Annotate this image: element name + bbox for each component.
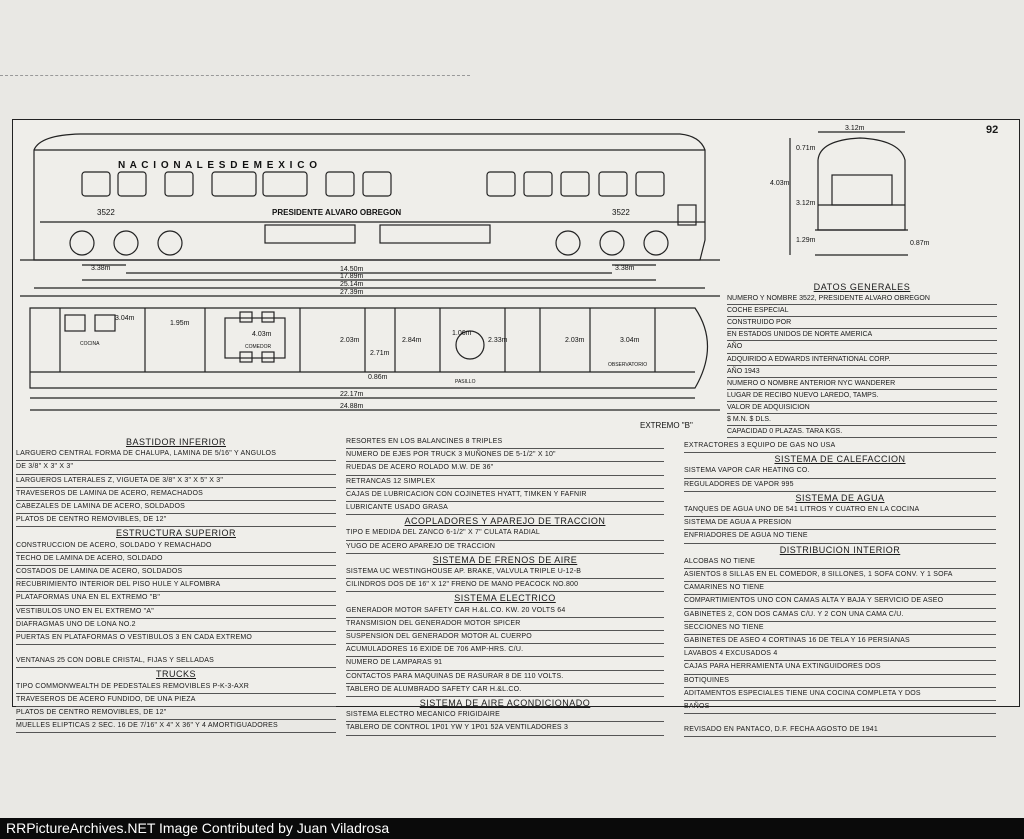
spec-row: EXTRACTORES 3 EQUIPO DE GAS NO USA [684, 440, 996, 453]
end-width: 3.12m [845, 125, 865, 132]
spec-row: RUEDAS DE ACERO ROLADO M.W. DE 36" [346, 462, 664, 475]
spec-row: TANQUES DE AGUA UNO DE 541 LITROS Y CUATRO EN LA COCINA [684, 504, 996, 517]
spec-row: ALCOBAS NO TIENE [684, 556, 996, 569]
column-extractores [684, 440, 996, 737]
spec-row: NUMERO DE EJES POR TRUCK 3 MUÑONES DE 5-1/2" X 10" [346, 449, 664, 462]
spec-row: TRANSMISION DEL GENERADOR MOTOR SPICER [346, 618, 664, 631]
plan-l10: 3.04m [620, 337, 640, 344]
datos-row: AÑO [727, 341, 997, 353]
datos-row: LUGAR DE RECIBO NUEVO LAREDO, TAMPS. [727, 390, 997, 402]
spec-row: LUBRICANTE USADO GRASA [346, 502, 664, 515]
dim-truck-right: 3.38m [615, 265, 635, 272]
spec-row: SUSPENSION DEL GENERADOR MOTOR AL CUERPO [346, 631, 664, 644]
spec-row: LARGUERO CENTRAL FORMA DE CHALUPA, LAMINA DE 5/16" Y ANGULOS [16, 448, 336, 461]
heading-bastidor-inferior: BASTIDOR INFERIOR [125, 437, 226, 447]
wheel [114, 231, 138, 255]
spec-row: TABLERO DE CONTROL 1P01 YW Y 1P01 52A VENTILADORES 3 [346, 722, 664, 735]
heading-frenos: SISTEMA DE FRENOS DE AIRE [432, 554, 578, 565]
spec-row: RESORTES EN LOS BALANCINES 8 TRIPLES [346, 436, 664, 449]
spec-row: DIAFRAGMAS UNO DE LONA NO.2 [16, 619, 336, 632]
spec-row: TRAVESEROS DE LAMINA DE ACERO, REMACHADOS [16, 488, 336, 501]
heading-agua: SISTEMA DE AGUA [795, 492, 885, 503]
spec-row: PUERTAS EN PLATAFORMAS O VESTIBULOS 3 EN CADA EXTREMO [16, 632, 336, 645]
spec-row: ASIENTOS 8 SILLAS EN EL COMEDOR, 8 SILLONES, 1 SOFA CONV. Y 1 SOFA [684, 569, 996, 582]
heading-aire-acondicionado: SISTEMA DE AIRE ACONDICIONADO [419, 698, 591, 709]
datos-row: NUMERO Y NOMBRE 3522, PRESIDENTE ALVARO OBREGON [727, 293, 997, 305]
spec-row: BAÑOS [684, 701, 996, 714]
spec-row: DE 3/8" X 3" X 3" [16, 461, 336, 474]
spec-row: TIPO E MEDIDA DEL ZANCO 6-1/2" X 7" CULATA RADIAL [346, 527, 664, 540]
column-bastidor [16, 436, 336, 733]
car-number-left: 3522 [97, 208, 115, 217]
spec-row: BOTIQUINES [684, 675, 996, 688]
plan-l4: 2.03m [340, 337, 360, 344]
spec-row: RECUBRIMIENTO INTERIOR DEL PISO HULE Y ALFOMBRA [16, 579, 336, 592]
spec-row: MUELLES ELIPTICAS 2 SEC. 16 DE 7/16" X 4" X 36" Y 4 AMORTIGUADORES [16, 720, 336, 733]
end-height: 4.03m [770, 180, 790, 187]
railroad-lettering: N A C I O N A L E S D E M E X I C O [118, 160, 319, 171]
datos-row: COCHE ESPECIAL [727, 305, 997, 317]
spec-row: CABEZALES DE LAMINA DE ACERO, SOLDADOS [16, 501, 336, 514]
spec-row: CILINDROS DOS DE 16" X 12" FRENO DE MANO PEACOCK NO.800 [346, 579, 664, 592]
plan-l8: 2.33m [488, 337, 508, 344]
heading-trucks: TRUCKS [155, 669, 196, 680]
datos-row: NUMERO O NOMBRE ANTERIOR NYC WANDERER [727, 378, 997, 390]
plan-l1: 3.04m [115, 315, 135, 322]
car-number-right: 3522 [612, 208, 630, 217]
plan-extremo: EXTREMO "B" [640, 421, 693, 430]
end-low: 1.29m [796, 237, 816, 244]
spec-row: LARGUEROS LATERALES Z, VIGUETA DE 3/8" X 3" X 5" X 3" [16, 475, 336, 488]
page-number: 92 [986, 124, 999, 136]
spec-row: CONSTRUCCION DE ACERO, SOLDADO Y REMACHADO [16, 540, 336, 553]
datos-row: EN ESTADOS UNIDOS DE NORTE AMERICA [727, 329, 997, 341]
datos-row: VALOR DE ADQUISICION [727, 402, 997, 414]
column-resortes [346, 436, 664, 736]
spec-row: SISTEMA UC WESTINGHOUSE AP. BRAKE, VALVULA TRIPLE U-12-B [346, 566, 664, 579]
spec-row: TIPO COMMONWEALTH DE PEDESTALES REMOVIBLES P-K-3-AXR [16, 681, 336, 694]
plan-l7: 1.06m [452, 330, 472, 337]
dim-1: 14.50m [340, 266, 364, 273]
datos-row: CONSTRUIDO POR [727, 317, 997, 329]
dim-6: 24.88m [340, 403, 364, 410]
datos-row: $ M.N. $ DLS. [727, 414, 997, 426]
datos-row: ADQUIRIDO A EDWARDS INTERNATIONAL CORP. [727, 354, 997, 366]
heading-distribucion: DISTRIBUCION INTERIOR [779, 544, 901, 555]
spec-row: SISTEMA VAPOR CAR HEATING CO. [684, 465, 996, 478]
plan-pasillo: PASILLO [455, 379, 476, 385]
plan-cocina: COCINA [80, 341, 100, 347]
plan-observatorio: OBSERVATORIO [608, 362, 648, 368]
spec-row: TRAVESEROS DE ACERO FUNDIDO, DE UNA PIEZA [16, 694, 336, 707]
spec-row: ADITAMENTOS ESPECIALES TIENE UNA COCINA COMPLETA Y DOS [684, 688, 996, 701]
spec-row: PLATOS DE CENTRO REMOVIBLES, DE 12" [16, 514, 336, 527]
spec-row: PLATOS DE CENTRO REMOVIBLES, DE 12" [16, 707, 336, 720]
spec-row: RETRANCAS 12 SIMPLEX [346, 476, 664, 489]
footer-credit-text: RRPictureArchives.NET Image Contributed by Juan Viladrosa [6, 820, 390, 836]
spec-row: PLATAFORMAS UNA EN EL EXTREMO "B" [16, 592, 336, 605]
wheel [644, 231, 668, 255]
spec-row: SISTEMA ELECTRO MECANICO FRIGIDAIRE [346, 709, 664, 722]
spec-row: YUGO DE ACERO APAREJO DE TRACCION [346, 541, 664, 554]
datos-row: CAPACIDAD 0 PLAZAS. TARA KGS. [727, 426, 997, 438]
spec-row: VESTIBULOS UNO EN EL EXTREMO "A" [16, 606, 336, 619]
spec-row: LAVABOS 4 EXCUSADOS 4 [684, 648, 996, 661]
spec-row: CAJAS PARA HERRAMIENTA UNA EXTINGUIDORES DOS [684, 661, 996, 674]
heading-calefaccion: SISTEMA DE CALEFACCION [774, 454, 906, 465]
car-name-lettering: PRESIDENTE ALVARO OBREGON [272, 208, 402, 217]
spec-row: CAJAS DE LUBRICACION CON COJINETES HYATT, TIMKEN Y FAFNIR [346, 489, 664, 502]
plan-comedor: COMEDOR [245, 344, 272, 350]
heading-electrico: SISTEMA ELECTRICO [454, 593, 556, 604]
spec-row: ENFRIADORES DE AGUA NO TIENE [684, 530, 996, 543]
spec-row: NUMERO DE LAMPARAS 91 [346, 657, 664, 670]
spec-row: GABINETES DE ASEO 4 CORTINAS 16 DE TELA Y 16 PERSIANAS [684, 635, 996, 648]
spec-row: TECHO DE LAMINA DE ACERO, SOLDADO [16, 553, 336, 566]
wheel [158, 231, 182, 255]
datos-generales-title: DATOS GENERALES [813, 282, 911, 292]
wheel [600, 231, 624, 255]
dim-4: 27.39m [340, 289, 364, 296]
plan-l2: 1.95m [170, 320, 190, 327]
plan-l9: 2.03m [565, 337, 585, 344]
car-side-outline [34, 134, 705, 260]
spec-row: VENTANAS 25 CON DOBLE CRISTAL, FIJAS Y SELLADAS [16, 655, 336, 668]
end-top: 0.71m [796, 145, 816, 152]
dim-3: 25.14m [340, 281, 364, 288]
dim-5: 22.17m [340, 391, 364, 398]
end-mid: 3.12m [796, 200, 816, 207]
spec-row: REGULADORES DE VAPOR 995 [684, 479, 996, 492]
spec-row: COMPARTIMIENTOS UNO CON CAMAS ALTA Y BAJA Y SERVICIO DE ASEO [684, 595, 996, 608]
heading-acopladores: ACOPLADORES Y APAREJO DE TRACCION [404, 516, 606, 527]
datos-row: AÑO 1943 [727, 366, 997, 378]
plan-l6: 2.84m [402, 337, 422, 344]
spec-row: TABLERO DE ALUMBRADO SAFETY CAR H.&L.CO. [346, 684, 664, 697]
heading-estructura-superior: ESTRUCTURA SUPERIOR [115, 528, 236, 539]
spec-row: CAMARINES NO TIENE [684, 582, 996, 595]
spec-row: COSTADOS DE LAMINA DE ACERO, SOLDADOS [16, 566, 336, 579]
spec-row: GENERADOR MOTOR SAFETY CAR H.&L.CO. KW. 20 VOLTS 64 [346, 605, 664, 618]
spec-row: GABINETES 2, CON DOS CAMAS C/U. Y 2 CON UNA CAMA C/U. [684, 609, 996, 622]
spec-row: ACUMULADORES 16 EXIDE DE 706 AMP-HRS. C/U. [346, 644, 664, 657]
plan-l11: 0.86m [368, 374, 388, 381]
plan-l5: 2.71m [370, 350, 390, 357]
dim-truck-left: 3.38m [91, 265, 111, 272]
spec-row: SISTEMA DE AGUA A PRESION [684, 517, 996, 530]
footer-credit-bar [0, 818, 1024, 839]
wheel [70, 231, 94, 255]
wheel [556, 231, 580, 255]
spec-row: SECCIONES NO TIENE [684, 622, 996, 635]
datos-generales [727, 282, 997, 438]
end-rail: 0.87m [910, 240, 930, 247]
spec-row: REVISADO EN PANTACO, D.F. FECHA AGOSTO DE 1941 [684, 724, 996, 737]
plan-l3: 4.03m [252, 331, 272, 338]
spec-row: CONTACTOS PARA MAQUINAS DE RASURAR 8 DE 110 VOLTS. [346, 671, 664, 684]
dim-2: 17.89m [340, 273, 364, 280]
